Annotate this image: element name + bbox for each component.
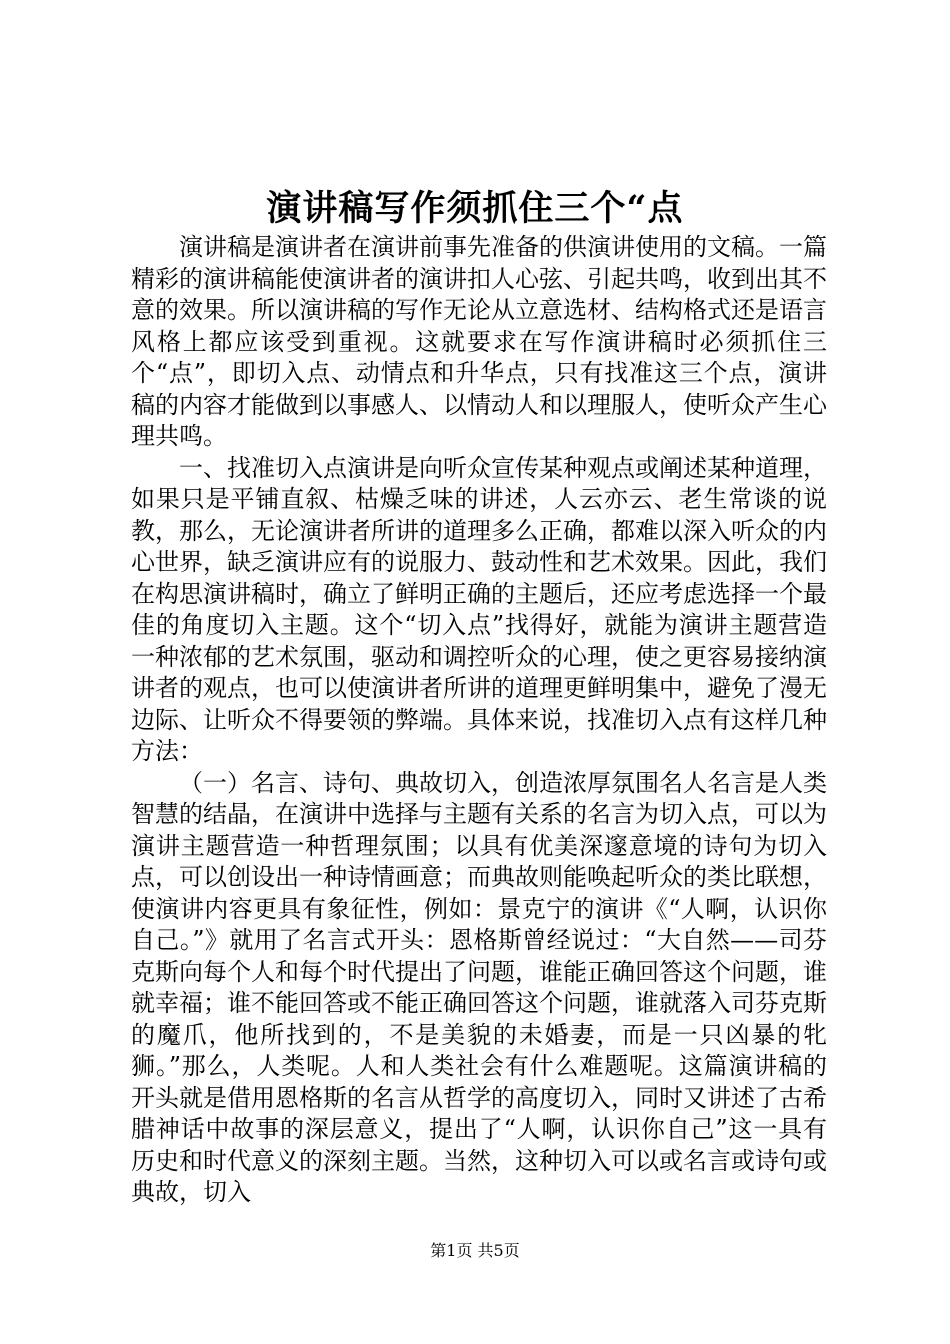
page-footer: 第1页 共5页 (430, 1241, 520, 1260)
paragraph-section-one: 一、找准切入点演讲是向听众宣传某种观点或阐述某种道理，如果只是平铺直叙、枯燥乏味的讲述，人云亦云、老生常谈的说教，那么，无论演讲者所讲的道理多么正确，都难以深入听众的内心世界，缺乏演讲应有的说服力、鼓动性和艺术效果。因此，我们在构思演讲稿时，确立了鲜明正确的主题后，还应考虑选择一个最佳的角度切入主题。这个“切入点”找得好，就能为演讲主题营造一种浓郁的艺术氛围，驱动和调控听众的心理，使之更容易接纳演讲者的观点，也可以使演讲者所讲的道理更鲜明集中，避免了漫无边际、让听众不得要领的弊端。具体来说，找准切入点有这样几种方法： (131, 453, 827, 765)
paragraph-intro: 演讲稿是演讲者在演讲前事先准备的供演讲使用的文稿。一篇精彩的演讲稿能使演讲者的演讲扣人心弦、引起共鸣，收到出其不意的效果。所以演讲稿的写作无论从立意选材、结构格式还是语言风格上都应该受到重视。这就要求在写作演讲稿时必须抓住三个“点”，即切入点、动情点和升华点，只有找准这三个点，演讲稿的内容才能做到以事感人、以情动人和以理服人，使听众产生心理共鸣。 (131, 233, 827, 450)
document-title: 演讲稿写作须抓住三个“点 (266, 188, 684, 229)
document-body (131, 232, 827, 1209)
paragraph-subsection-one: （一）名言、诗句、典故切入，创造浓厚氛围名人名言是人类智慧的结晶，在演讲中选择与主题有关系的名言为切入点，可以为演讲主题营造一种哲理氛围；以具有优美深邃意境的诗句为切入点，可以创设出一种诗情画意；而典故则能唤起听众的类比联想，使演讲内容更具有象征性，例如：景克宁的演讲《“人啊，认识你自己。”》就用了名言式开头：恩格斯曾经说过：“大自然——司芬克斯向每个人和每个时代提出了问题，谁能正确回答这个问题，谁就幸福；谁不能回答或不能正确回答这个问题，谁就落入司芬克斯的魔爪，他所找到的，不是美貌的未婚妻，而是一只凶暴的牝狮。”那么，人类呢。人和人类社会有什么难题呢。这篇演讲稿的开头就是借用恩格斯的名言从哲学的高度切入，同时又讲述了古希腊神话中故事的深层意义，提出了“人啊，认识你自己”这一具有历史和时代意义的深刻主题。当然，这种切入可以或名言或诗句或典故，切入 (131, 768, 827, 1206)
